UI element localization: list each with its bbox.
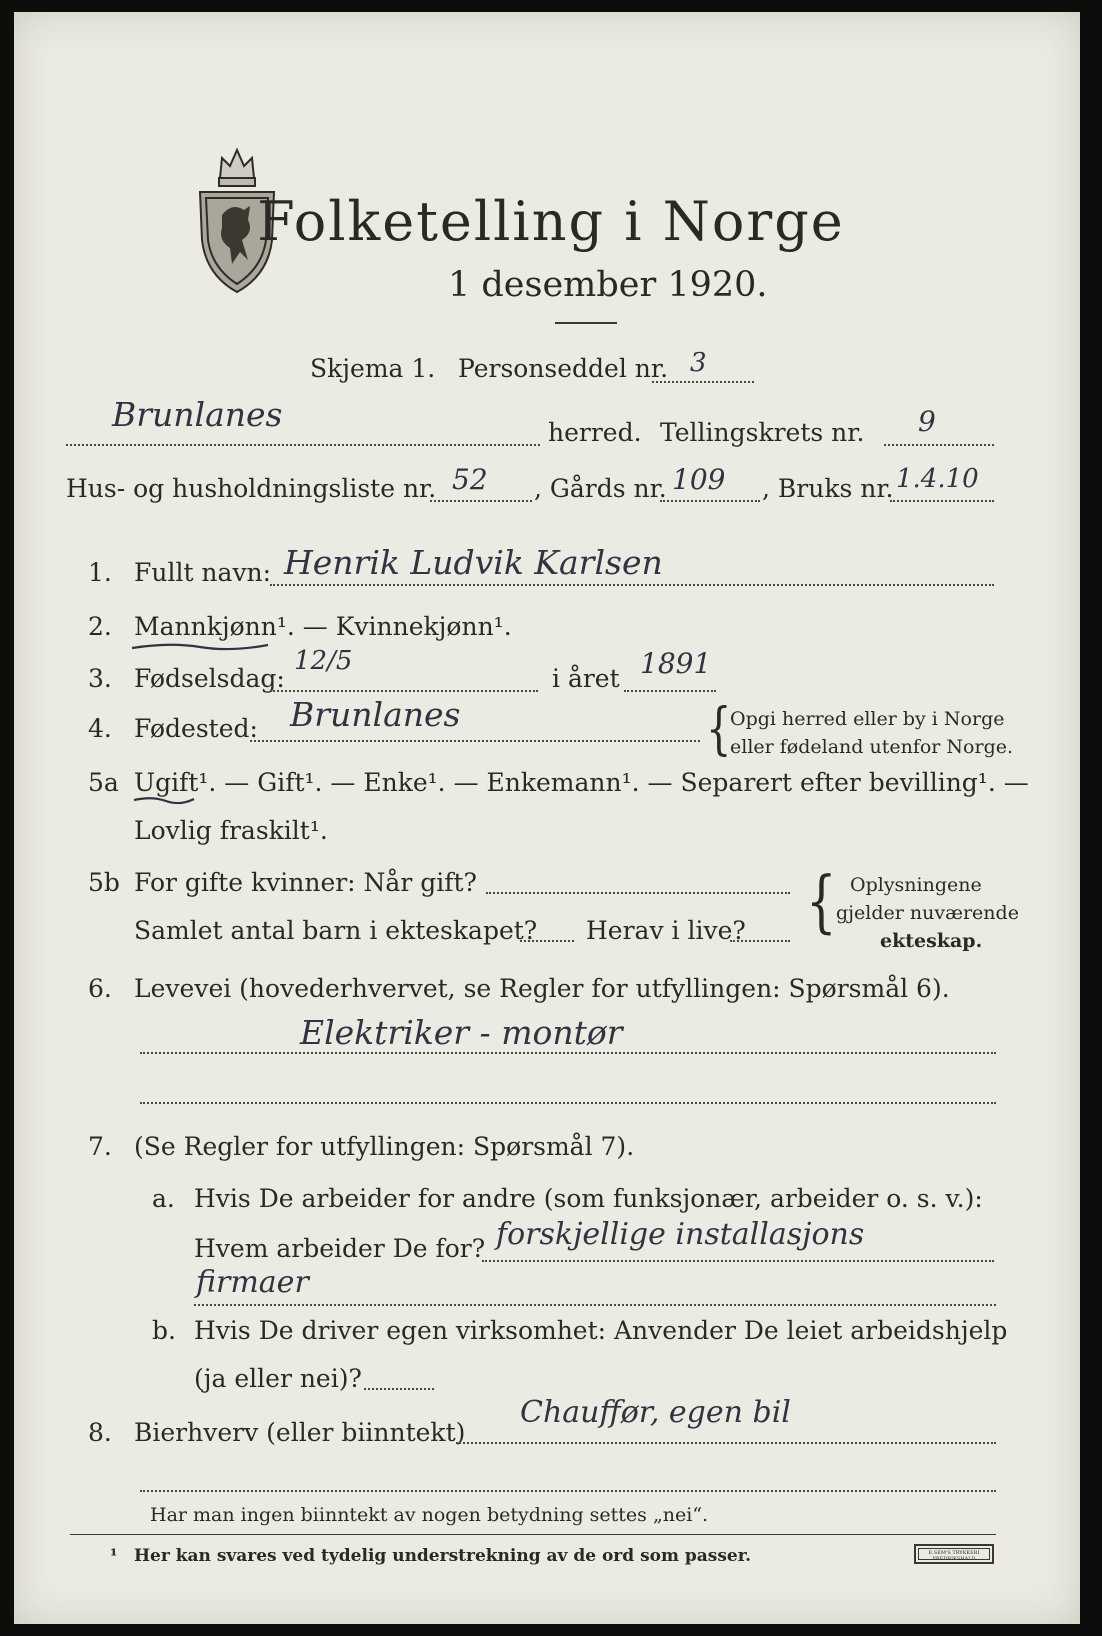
alive-line <box>730 940 790 942</box>
q6-number: 6. <box>88 974 112 1003</box>
children-line <box>520 940 574 942</box>
bruks-line <box>890 500 994 502</box>
q4-number: 4. <box>88 714 112 743</box>
side-income-note: Har man ingen biinntekt av nogen betydning settes „nei“. <box>150 1504 709 1526</box>
gards-label: , Gårds nr. <box>534 474 667 503</box>
employer-line-1 <box>482 1260 994 1262</box>
title-text: Folketelling i Norge <box>257 190 845 253</box>
printer-text: E.SEM'S TRYKKERI FREDRIKSHALD <box>928 1550 980 1560</box>
employer-value-1[interactable]: forskjellige installasjons <box>496 1217 865 1252</box>
occupation-label: Levevei (hovederhvervet, se Regler for utfyllingen: Spørsmål 6). <box>134 974 950 1003</box>
tellingskrets-label: Tellingskrets nr. <box>660 418 865 447</box>
side-income-line-2 <box>140 1490 996 1492</box>
marital-status-options[interactable]: Ugift¹. — Gift¹. — Enke¹. — Enkemann¹. — Separert efter bevilling¹. — <box>134 768 1029 797</box>
footnote-text: Her kan svares ved tydelig understrekning av de ord som passer. <box>134 1546 752 1566</box>
gender-underline <box>130 640 270 654</box>
bruks-value[interactable]: 1.4.10 <box>896 464 979 494</box>
q2-number: 2. <box>88 612 112 641</box>
marital-status-divorced[interactable]: Lovlig fraskilt¹. <box>134 816 328 845</box>
birth-year-line <box>624 690 716 692</box>
birth-year-value[interactable]: 1891 <box>640 647 712 680</box>
tellingskrets-line <box>884 444 994 446</box>
children-label: Samlet antal barn i ekteskapet? <box>134 916 538 945</box>
personseddel-label: Personseddel nr. <box>458 354 669 383</box>
hired-help-line <box>364 1388 434 1390</box>
printer-stamp <box>914 1544 994 1564</box>
alive-label: Herav i live? <box>586 916 746 945</box>
hus-value[interactable]: 52 <box>452 463 488 496</box>
birthplace-note-2: eller fødeland utenfor Norge. <box>730 736 1014 758</box>
side-income-line-1 <box>456 1442 996 1444</box>
gards-line <box>660 500 760 502</box>
q7b-line1: Hvis De driver egen virksomhet: Anvender De leiet arbeidshjelp <box>194 1316 1008 1345</box>
tellingskrets-value[interactable]: 9 <box>918 405 936 438</box>
q3-number: 3. <box>88 664 112 693</box>
birthdate-value[interactable]: 12/5 <box>294 646 353 676</box>
hired-help-label: (ja eller nei)? <box>194 1364 362 1393</box>
hus-line <box>430 500 532 502</box>
occupation-line-1 <box>140 1052 996 1054</box>
q1-label: Fullt navn: <box>134 558 272 587</box>
page-title <box>0 190 1102 253</box>
q5b-number: 5b <box>88 868 120 897</box>
title-divider <box>555 322 617 324</box>
q5a-number: 5a <box>88 768 119 797</box>
when-married-label: For gifte kvinner: Når gift? <box>134 868 477 897</box>
marital-underline <box>132 794 196 806</box>
q7-label: (Se Regler for utfyllingen: Spørsmål 7). <box>134 1132 635 1161</box>
side-income-label: Bierhverv (eller biinntekt) <box>134 1418 466 1447</box>
gards-value[interactable]: 109 <box>672 463 726 496</box>
birthplace-note-1: Opgi herred eller by i Norge <box>730 708 1005 730</box>
gender-options[interactable]: Mannkjønn¹. — Kvinnekjønn¹. <box>134 612 512 641</box>
herred-label: herred. <box>548 418 642 447</box>
birthplace-brace: { <box>706 697 732 763</box>
full-name-value[interactable]: Henrik Ludvik Karlsen <box>284 543 663 582</box>
herred-value[interactable]: Brunlanes <box>112 395 283 434</box>
marriage-note-1: Oplysningene <box>850 874 982 896</box>
footer-rule <box>70 1534 996 1535</box>
birthplace-line <box>250 740 700 742</box>
bruks-label: , Bruks nr. <box>762 474 894 503</box>
q7-number: 7. <box>88 1132 112 1161</box>
q4-label: Fødested: <box>134 714 258 743</box>
census-date: 1 desember 1920. <box>448 265 768 305</box>
personseddel-value[interactable]: 3 <box>690 348 707 378</box>
year-label: i året <box>552 664 620 693</box>
skjema-label: Skjema 1. <box>310 354 436 383</box>
side-income-value[interactable]: Chauffør, egen bil <box>520 1395 791 1430</box>
q7a-number: a. <box>152 1184 175 1213</box>
marriage-note-2: gjelder nuværende <box>836 902 1019 924</box>
hus-label: Hus- og husholdningsliste nr. <box>66 474 437 503</box>
full-name-line <box>270 584 994 586</box>
occupation-value[interactable]: Elektriker - montør <box>300 1013 623 1052</box>
employer-label: Hvem arbeider De for? <box>194 1234 486 1263</box>
occupation-line-2 <box>140 1102 996 1104</box>
birthplace-value[interactable]: Brunlanes <box>290 695 461 734</box>
q7b-number: b. <box>152 1316 176 1345</box>
q8-number: 8. <box>88 1418 112 1447</box>
footnote-mark: ¹ <box>110 1546 118 1566</box>
personseddel-line <box>652 381 754 383</box>
q1-number: 1. <box>88 558 112 587</box>
birthdate-line <box>270 690 538 692</box>
q7a-line1: Hvis De arbeider for andre (som funksjonær, arbeider o. s. v.): <box>194 1184 983 1213</box>
marriage-note-3: ekteskap. <box>880 930 983 952</box>
marriage-brace: { <box>806 862 837 942</box>
q3-label: Fødselsdag: <box>134 664 285 693</box>
herred-line <box>66 444 540 446</box>
when-married-line <box>486 892 790 894</box>
employer-value-2[interactable]: firmaer <box>196 1265 309 1300</box>
employer-line-2 <box>194 1304 996 1306</box>
